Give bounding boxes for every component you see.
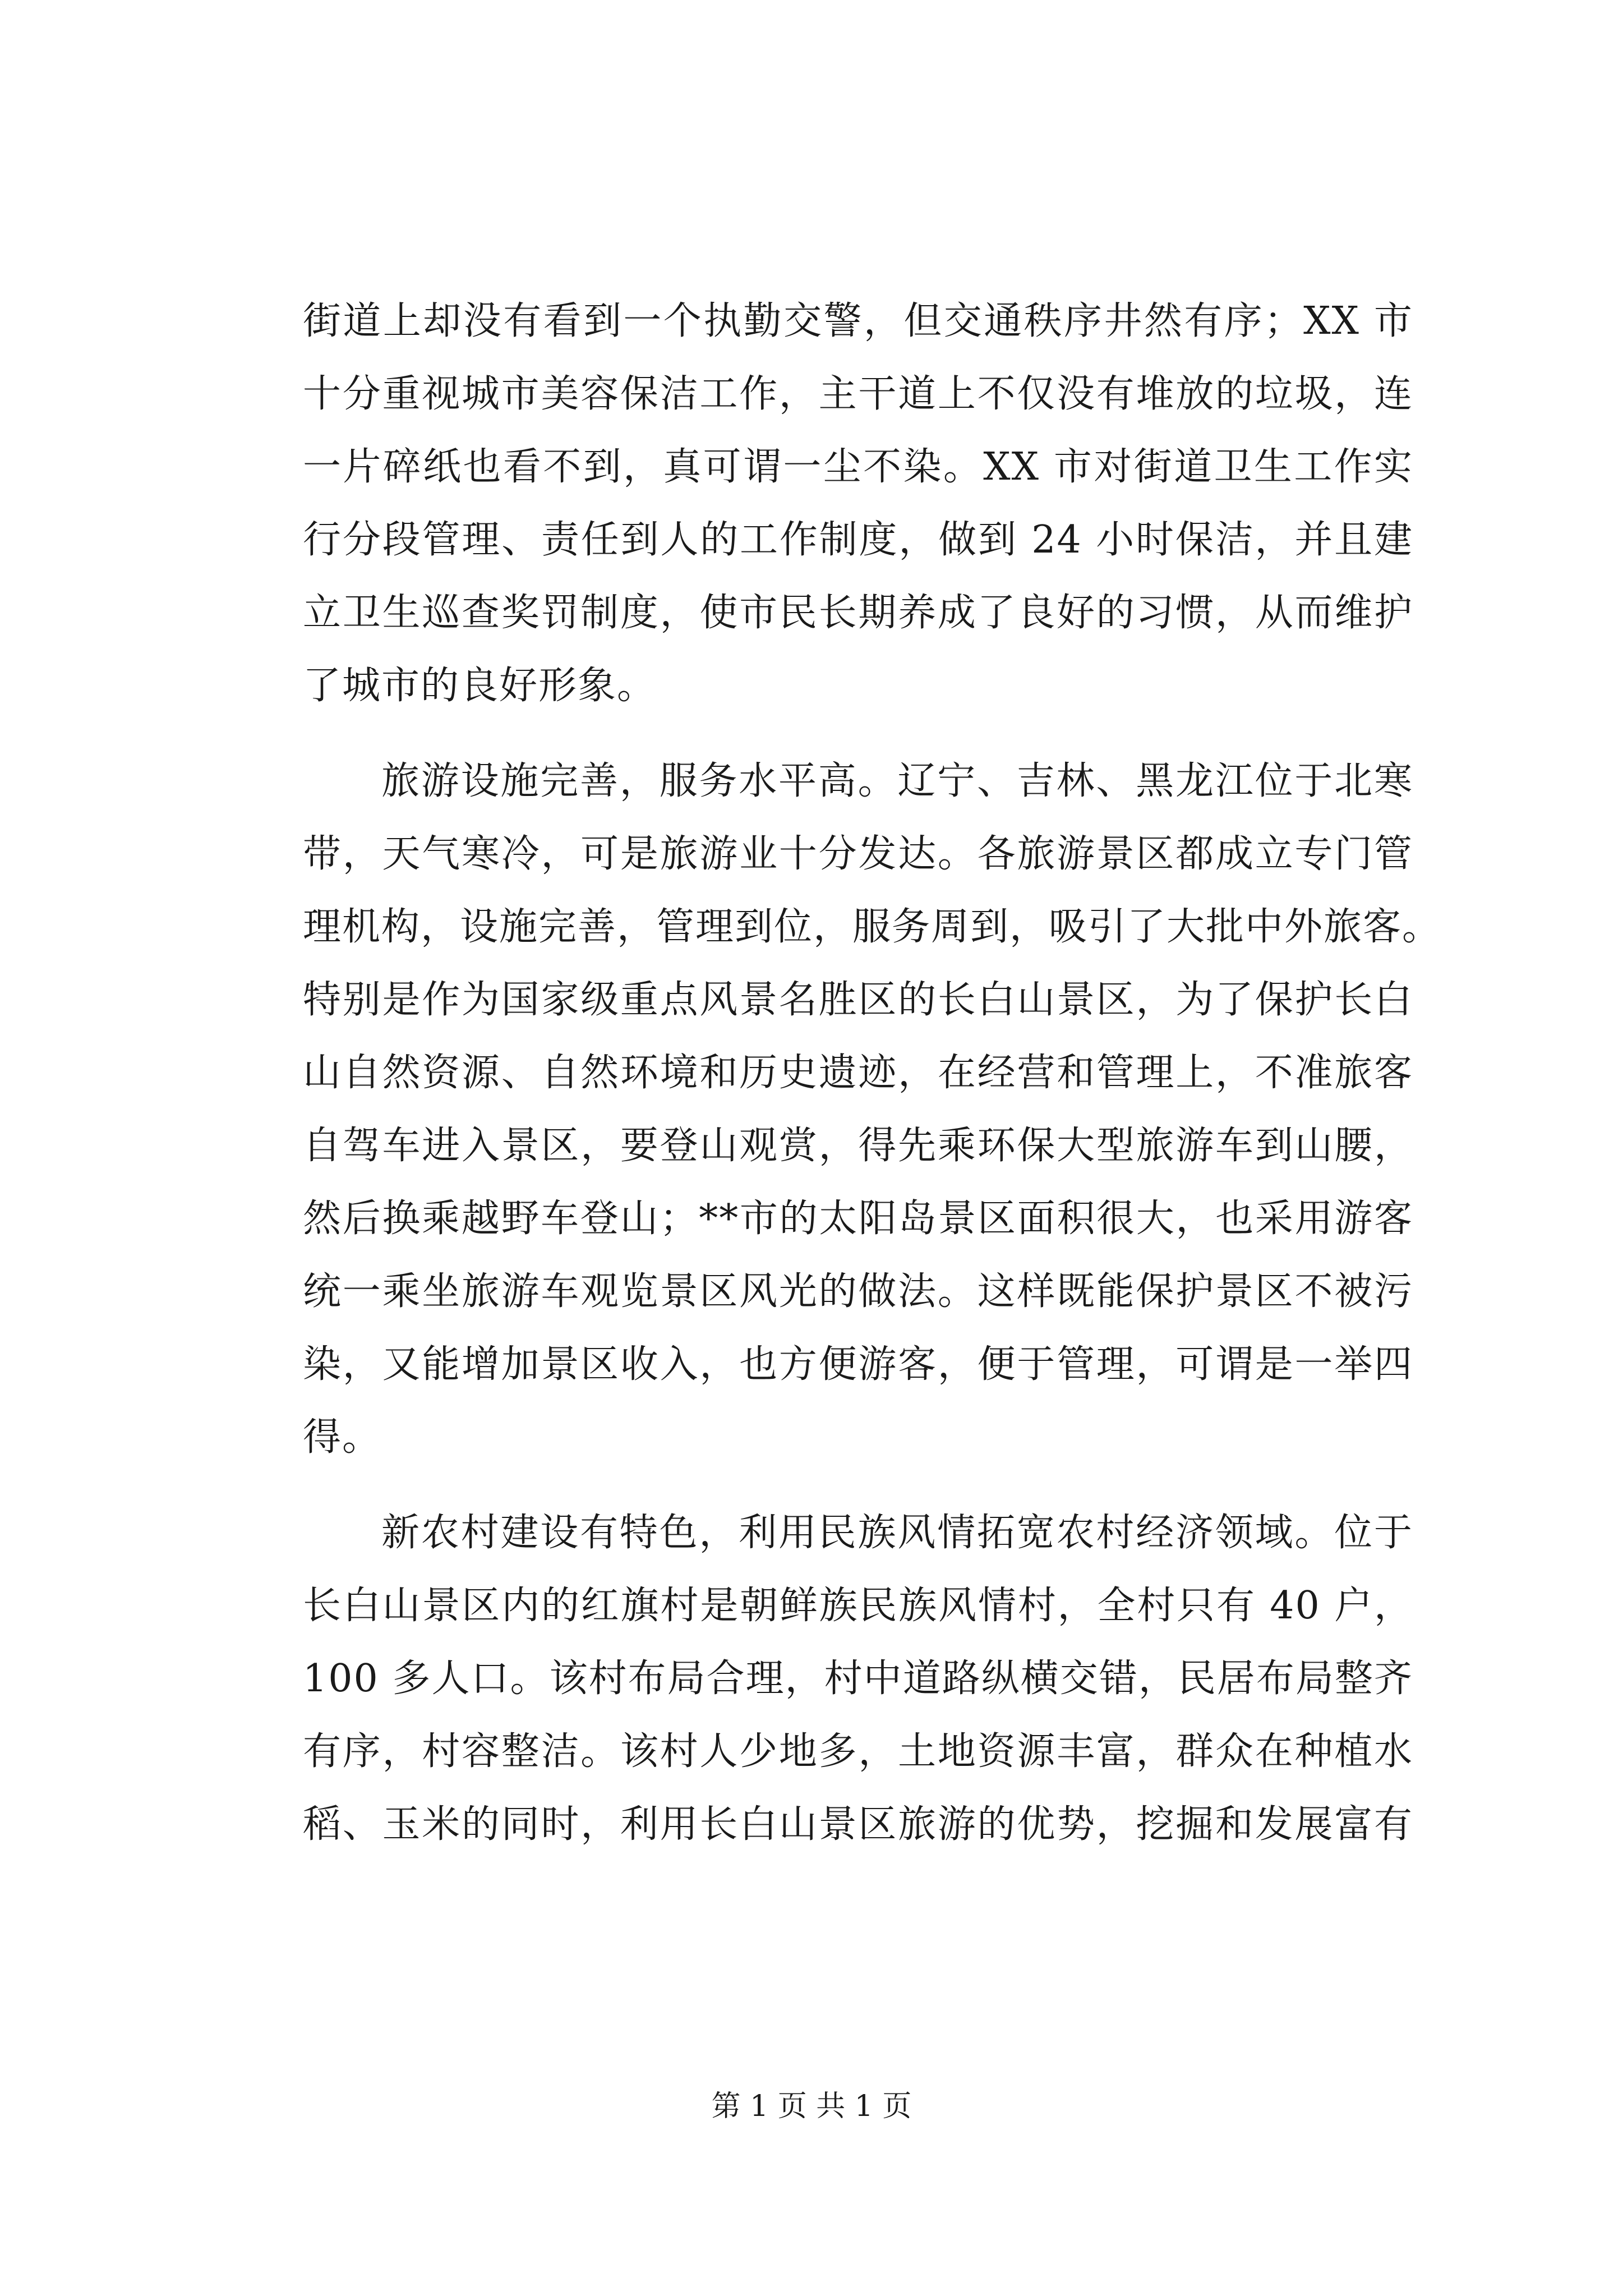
paragraph-2-line-1: 旅游设施完善，服务水平高。辽宁、吉林、黑龙江位于北寒	[381, 759, 1413, 803]
paragraph-2-line-10: 得。	[303, 1415, 382, 1460]
paragraph-2-line-4: 特别是作为国家级重点风景名胜区的长白山景区，为了保护长白	[303, 978, 1413, 1022]
paragraph-1-line-1: 街道上却没有看到一个执勤交警，但交通秩序井然有序；XX 市	[303, 299, 1413, 343]
paragraph-1-line-4: 行分段管理、责任到人的工作制度，做到 24 小时保洁，并且建	[303, 518, 1413, 562]
paragraph-2-line-3: 理机构，设施完善，管理到位，服务周到，吸引了大批中外旅客。	[303, 905, 1442, 949]
paragraph-1-line-6: 了城市的良好形象。	[303, 664, 657, 708]
paragraph-2-line-9: 染，又能增加景区收入，也方便游客，便于管理，可谓是一举四	[303, 1342, 1413, 1387]
paragraph-1-line-3: 一片碎纸也看不到，真可谓一尘不染。XX 市对街道卫生工作实	[303, 445, 1414, 489]
paragraph-2-line-2: 带，天气寒冷，可是旅游业十分发达。各旅游景区都成立专门管	[303, 832, 1413, 876]
paragraph-3-line-3: 100 多人口。该村布局合理，村中道路纵横交错，民居布局整齐	[303, 1657, 1413, 1701]
paragraph-1-line-2: 十分重视城市美容保洁工作，主干道上不仅没有堆放的垃圾，连	[303, 372, 1413, 416]
paragraph-3-line-5: 稻、玉米的同时，利用长白山景区旅游的优势，挖掘和发展富有	[303, 1802, 1413, 1847]
paragraph-2-line-5: 山自然资源、自然环境和历史遗迹，在经营和管理上，不准旅客	[303, 1051, 1413, 1095]
paragraph-2-line-8: 统一乘坐旅游车观览景区风光的做法。这样既能保护景区不被污	[303, 1269, 1413, 1314]
paragraph-2-line-6: 自驾车进入景区，要登山观赏，得先乘环保大型旅游车到山腰，	[303, 1124, 1413, 1168]
paragraph-3-line-1: 新农村建设有特色，利用民族风情拓宽农村经济领域。位于	[381, 1511, 1413, 1555]
paragraph-3-line-2: 长白山景区内的红旗村是朝鲜族民族风情村，全村只有 40 户，	[303, 1584, 1413, 1628]
paragraph-2-line-7: 然后换乘越野车登山；**市的太阳岛景区面积很大，也采用游客	[303, 1197, 1413, 1241]
page-number-footer: 第 1 页 共 1 页	[711, 2090, 912, 2123]
paragraph-1-line-5: 立卫生巡查奖罚制度，使市民长期养成了良好的习惯，从而维护	[303, 591, 1413, 635]
paragraph-3-line-4: 有序，村容整洁。该村人少地多，土地资源丰富，群众在种植水	[303, 1729, 1413, 1774]
